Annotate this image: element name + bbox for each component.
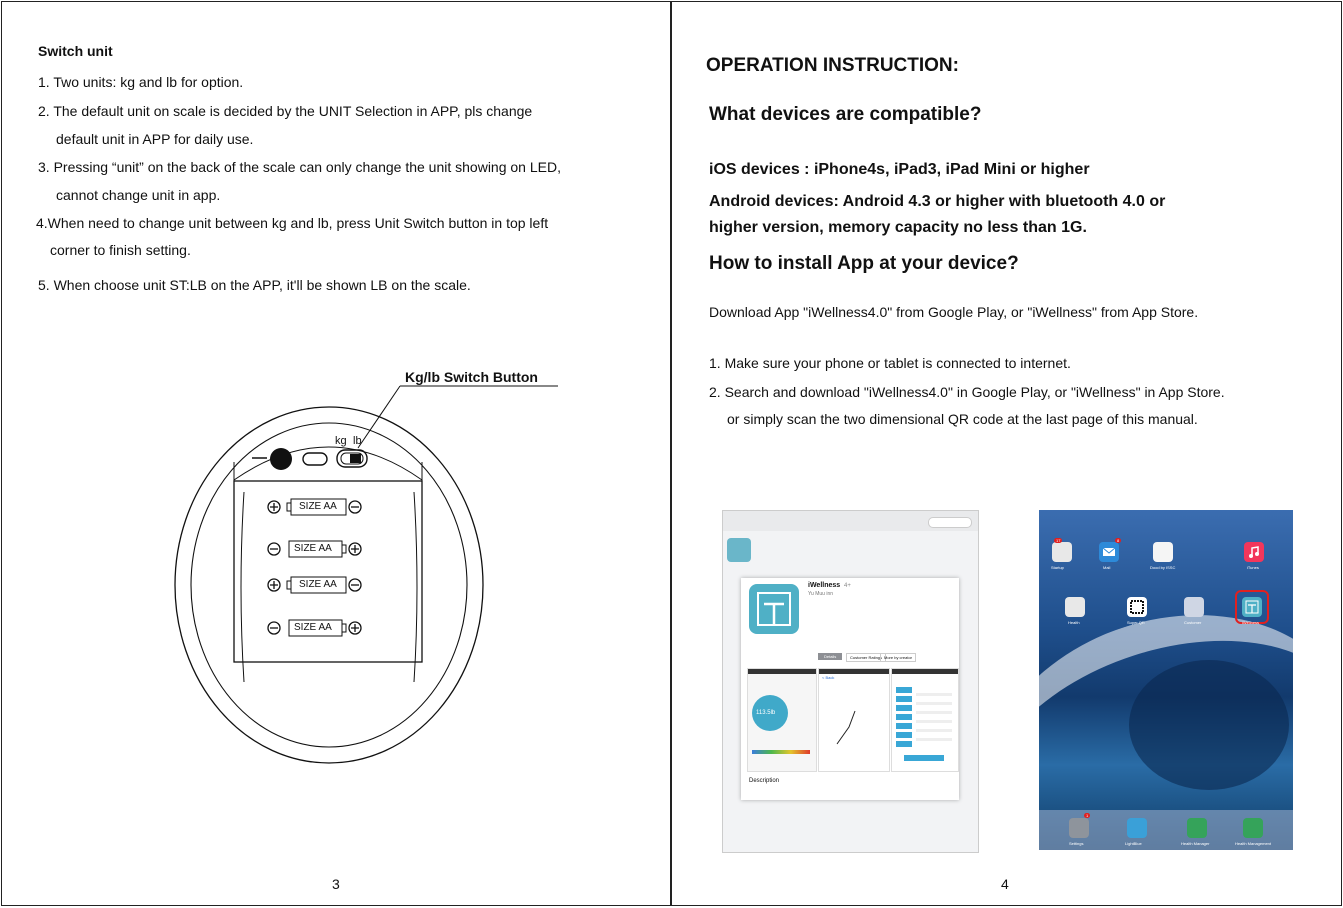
weight-reading: 113.5lb xyxy=(756,710,776,716)
store-app-developer: Yu Muu inn xyxy=(808,591,834,597)
back-link[interactable]: < Back xyxy=(822,675,835,680)
badge-settings: 1 xyxy=(1086,813,1089,818)
wave-barrel xyxy=(1129,660,1289,790)
app-itunes[interactable] xyxy=(1244,542,1264,562)
iwellness-app-icon xyxy=(749,584,799,634)
app-mail[interactable] xyxy=(1099,542,1119,562)
description-label: Description xyxy=(749,778,780,784)
step-2-cont: default unit in APP for daily use. xyxy=(56,131,254,147)
manual-page-3 xyxy=(1,1,671,906)
install-step-2: 2. Search and download "iWellness4.0" in Google Play, or "iWellness" in App Store. xyxy=(709,384,1225,400)
store-search-field[interactable] xyxy=(928,517,972,528)
badge-mail: 8 xyxy=(1117,538,1120,543)
app-health-manager[interactable] xyxy=(1187,818,1207,838)
app-health-management[interactable] xyxy=(1243,818,1263,838)
ipad-home-screenshot xyxy=(1039,510,1293,850)
label-startup: Startup xyxy=(1051,565,1064,570)
tab-more[interactable]: More by creator xyxy=(880,653,916,662)
label-itunes: iTunes xyxy=(1247,565,1259,570)
store-app-name: iWellness xyxy=(808,582,841,589)
app-customer[interactable] xyxy=(1184,597,1204,617)
install-step-1: 1. Make sure your phone or tablet is connected to internet. xyxy=(709,355,1071,371)
page-number-4: 4 xyxy=(1001,876,1009,892)
kg-label: kg xyxy=(335,435,347,447)
label-issc: Dood by ISSC xyxy=(1150,565,1176,570)
step-3-cont: cannot change unit in app. xyxy=(56,187,221,203)
page-number-3: 3 xyxy=(332,876,340,892)
switch-unit-heading: Switch unit xyxy=(38,43,113,59)
battery-label-1: SIZE AA xyxy=(299,501,337,512)
android-devices-cont: higher version, memory capacity no less than 1G. xyxy=(709,219,1087,236)
download-text: Download App "iWellness4.0" from Google Play, or "iWellness" from App Store. xyxy=(709,304,1199,320)
lb-label: lb xyxy=(353,435,362,447)
install-heading: How to install App at your device? xyxy=(709,253,1019,274)
phone-shot-1 xyxy=(747,668,817,772)
compatible-heading: What devices are compatible? xyxy=(709,104,982,125)
app-settings[interactable] xyxy=(1069,818,1089,838)
label-health-manager: Health Manager xyxy=(1181,841,1210,846)
scale-back-diagram xyxy=(2,2,672,907)
label-settings: Settings xyxy=(1069,841,1084,846)
app-issc[interactable] xyxy=(1153,542,1173,562)
android-devices: Android devices: Android 4.3 or higher with bluetooth 4.0 or xyxy=(709,193,1166,210)
phone-shot-3 xyxy=(891,668,959,772)
battery-label-2: SIZE AA xyxy=(294,543,332,554)
step-4-cont: corner to finish setting. xyxy=(50,242,191,258)
label-health-management: Health Management xyxy=(1235,841,1272,846)
step-1: 1. Two units: kg and lb for option. xyxy=(38,74,244,90)
switch-button-callout: Kg/lb Switch Button xyxy=(405,369,538,385)
label-super-qr: Super QR xyxy=(1127,620,1145,625)
app-super-qr[interactable] xyxy=(1127,597,1147,617)
operation-title: OPERATION INSTRUCTION: xyxy=(706,55,959,76)
battery-label-4: SIZE AA xyxy=(294,622,332,633)
store-app-rating: 4+ xyxy=(844,583,851,589)
label-lightblue: LightBlue xyxy=(1125,841,1142,846)
label-iwellness: iWellness xyxy=(1242,620,1260,625)
app-store-screenshot xyxy=(722,510,979,853)
step-3: 3. Pressing “unit” on the back of the scale can only change the unit showing on LED, xyxy=(38,159,561,175)
app-icon-small xyxy=(727,538,751,562)
app-detail-card xyxy=(741,578,959,800)
label-customer: Customer xyxy=(1184,620,1202,625)
phone-shot-2 xyxy=(818,668,890,772)
app-lightblue[interactable] xyxy=(1127,818,1147,838)
step-2: 2. The default unit on scale is decided by the UNIT Selection in APP, pls change xyxy=(38,103,533,119)
app-iwellness[interactable] xyxy=(1242,597,1262,617)
tab-ratings[interactable]: Customer Ratings xyxy=(846,653,886,662)
manual-page-4 xyxy=(671,1,1342,906)
battery-label-3: SIZE AA xyxy=(299,579,337,590)
ios-devices: iOS devices : iPhone4s, iPad3, iPad Mini or higher xyxy=(709,161,1090,178)
step-4: 4.When need to change unit between kg and lb, press Unit Switch button in top left xyxy=(36,215,549,231)
badge-startup: 17 xyxy=(1056,538,1061,543)
tab-details[interactable]: Details xyxy=(818,653,842,660)
install-step-2-cont: or simply scan the two dimensional QR code at the last page of this manual. xyxy=(727,411,1198,427)
step-5: 5. When choose unit ST:LB on the APP, it'll be shown LB on the scale. xyxy=(38,277,471,293)
label-mail: Mail xyxy=(1103,565,1111,570)
label-health: Health xyxy=(1068,620,1080,625)
app-startup[interactable] xyxy=(1052,542,1072,562)
app-health[interactable] xyxy=(1065,597,1085,617)
